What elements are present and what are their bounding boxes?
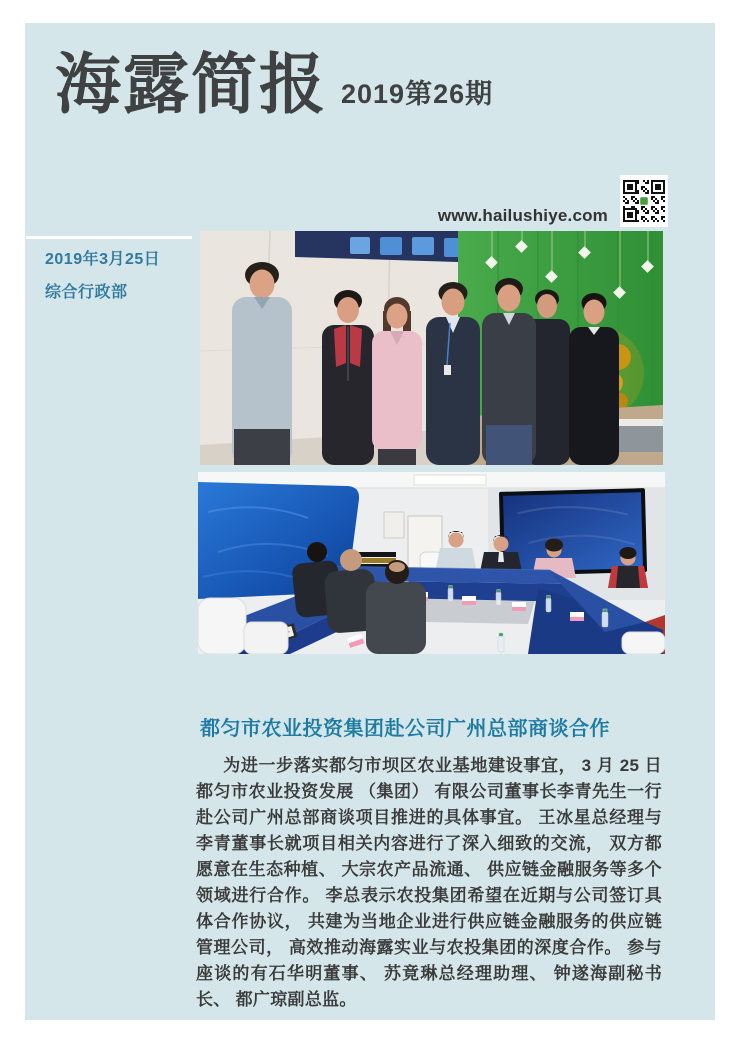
group-photo [200,231,663,465]
newsletter-page [25,23,715,1020]
issue-number: 2019第26期 [341,79,494,110]
department-label: 综合行政部 [45,284,128,301]
publication-date: 2019年3月25日 [45,251,161,268]
meeting-photo [198,472,665,654]
chair [622,632,665,654]
qr-code [620,175,668,227]
chair [244,622,288,654]
meeting-photo-illustration [198,472,665,654]
website-url: www.hailushiye.com [437,206,608,225]
masthead [55,49,493,120]
qr-modules [623,180,665,222]
article-body: 为进一步落实都匀市坝区农业基地建设事宜， 3 月 25 日都匀市农业投资发展 （集团） 有限公司董事长李青先生一行赴公司广州总部商谈项目推进的具体事宜。 王冰星总经理与李青董事长就项目相关内容进行了深入细致的交流， 双方都愿意在生态种植、 大宗农产品流通、 供应链金融服务等多个领域进行合作。 李总表示农投集团希望在近期与公司签订具体合作协议， 共建为当地企业进行供应链金融服务的供应链管理公司， 高效推动海露实业与农投集团的深度合作。 参与座谈的有石华明董事、 苏竟琳总经理助理、 钟遂海副秘书长、 都广琼副总监。 [196,756,662,1009]
article-headline: 都匀市农业投资集团赴公司广州总部商谈合作 [200,718,610,740]
chair [198,598,246,654]
qr-code-image [623,178,665,224]
wall-cabinet [384,512,404,538]
ceiling-light [414,475,486,485]
group-photo-illustration [200,231,663,465]
sidebar-divider [26,236,192,239]
page-title: 海露简报 [55,47,327,121]
